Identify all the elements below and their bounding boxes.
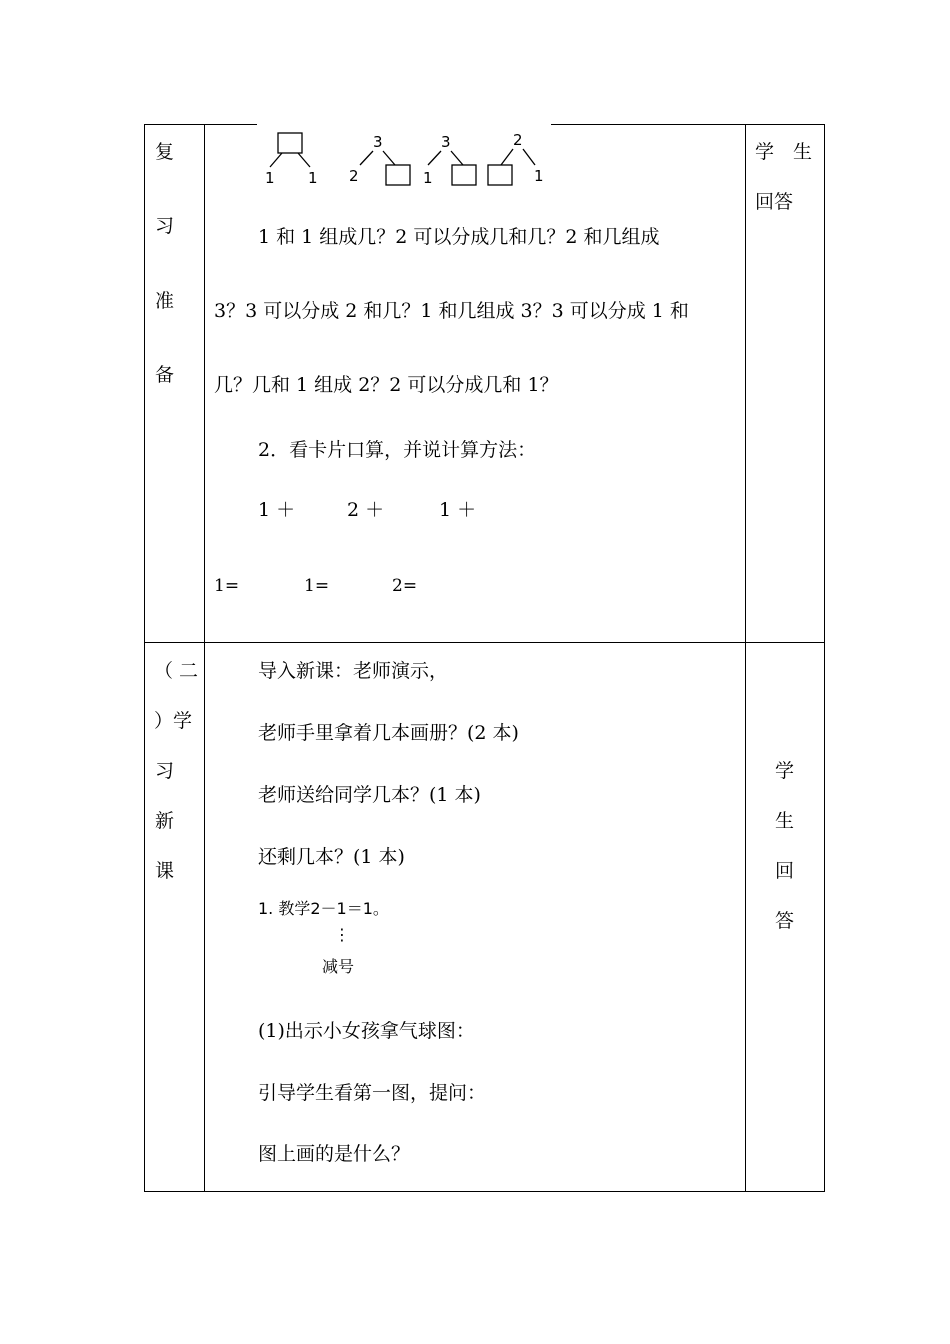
row2-label-char: 课 [155, 860, 175, 882]
diagram-number: 1 [534, 167, 544, 185]
row2-label-char: 新 [155, 810, 175, 832]
student-answer-char: 答 [775, 910, 795, 932]
review-text-line: 1 和 1 组成几？2 可以分成几和几？2 和几组成 [258, 226, 660, 248]
subtraction-figure-equation: 1. 教学2－1＝1。 [258, 899, 389, 918]
student-answer-label: 学 生 [755, 141, 813, 163]
row2-label-char: 习 [155, 760, 175, 782]
row2-label-char: （ 二 [154, 660, 199, 682]
student-answer-char: 学 [775, 760, 795, 782]
number-decomposition-diagram [255, 125, 555, 195]
review-text-line: 3？3 可以分成 2 和几？1 和几组成 3？3 可以分成 1 和 [214, 300, 689, 322]
table-top-border-left [144, 124, 257, 125]
lesson-text-line: 老师手里拿着几本画册？(2 本) [258, 722, 519, 744]
table-top-border-right [551, 124, 825, 125]
lesson-text-line: 图上画的是什么？ [258, 1143, 411, 1165]
subtraction-figure-label: 减号 [322, 957, 355, 976]
row2-label-char: ）学 [154, 710, 193, 732]
col-divider-2 [745, 124, 746, 1192]
card-op: 2 ＋ [347, 499, 385, 521]
blank-box [278, 133, 302, 153]
card-result: 1= [214, 576, 240, 596]
blank-box [386, 165, 410, 185]
row-divider [144, 642, 825, 643]
diagram-number: 2 [349, 167, 359, 185]
lesson-text-line: 还剩几本？(1 本) [258, 846, 405, 868]
lesson-text-line: 老师送给同学几本？(1 本) [258, 784, 481, 806]
card-result: 1= [304, 576, 330, 596]
student-answer-label: 回答 [755, 191, 794, 213]
row1-label-char: 备 [155, 364, 175, 386]
lesson-text-line: 导入新课：老师演示， [258, 660, 449, 682]
card-result: 2= [392, 576, 418, 596]
subtraction-figure-pointer: ⋮ [334, 925, 350, 944]
card-op: 1 ＋ [439, 499, 477, 521]
table-right-border [824, 124, 825, 1192]
student-answer-char: 生 [775, 810, 795, 832]
diagram-number: 3 [373, 133, 383, 151]
row1-label-char: 准 [155, 290, 175, 312]
card-op: 1 ＋ [258, 499, 296, 521]
lesson-text-line: 引导学生看第一图，提问： [258, 1082, 487, 1104]
blank-box [452, 165, 476, 185]
student-answer-char: 回 [775, 860, 795, 882]
review-text-line: 几？几和 1 组成 2？2 可以分成几和 1？ [214, 374, 559, 396]
diagram-number: 1 [423, 169, 433, 187]
row1-label-char: 习 [155, 215, 175, 237]
review-text-line: 2．看卡片口算，并说计算方法： [258, 439, 537, 461]
row1-label-char: 复 [155, 141, 175, 163]
table-bottom-border [144, 1191, 825, 1192]
diagram-number: 3 [441, 133, 451, 151]
table-left-border [144, 124, 145, 1192]
lesson-text-line: (1)出示小女孩拿气球图： [258, 1020, 475, 1042]
diagram-number: 2 [513, 131, 523, 149]
col-divider-1 [204, 124, 205, 1192]
blank-box [488, 165, 512, 185]
diagram-number: 1 [308, 169, 318, 187]
diagram-number: 1 [265, 169, 275, 187]
